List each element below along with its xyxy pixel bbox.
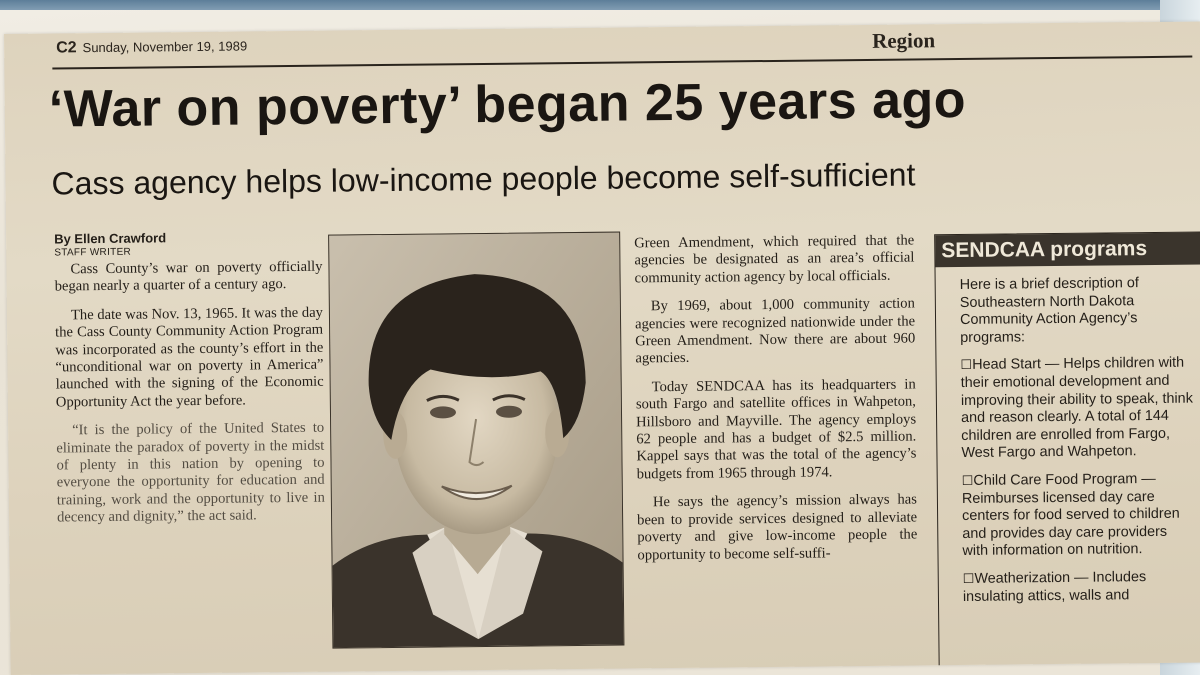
paragraph: “It is the policy of the United States to eliminate the paradox of poverty in the midst of plenty in this nation by opening to everyone the opportunity for education and training, work and the opportunity to live in decency and dignity,” the act said. [56,419,325,526]
page-number: C2 [56,39,77,57]
paragraph: By 1969, about 1,000 community action agencies were recognized nationwide under the Green Amendment. Now there are about 960 agencies. [634,295,916,367]
subheadline: Cass agency helps low-income people become self-sufficient [51,156,916,202]
portrait-image [329,233,623,648]
program-text: Head Start — Helps children with their emotional development and improving their ability to speak, think and reason clearly. A total of 144 children are enrolled from Fargo, West Fargo and Wahpeton. [960,355,1193,462]
portrait-photo [328,232,624,649]
headline: ‘War on poverty’ began 25 years ago [48,70,967,139]
paragraph: He says the agency’s mission always has been to provide services designed to alleviate poverty and give low-income people the opportunity to become self-suffi- [637,491,918,563]
program-text: Weatherization — Includes insulating attics, walls and [962,568,1147,605]
paragraph: Green Amendment, which required that the agencies be designated as an area’s official community action agency by local officials. [634,232,915,287]
program-text: Child Care Food Program — Reimburses licensed day care centers for food served to children and provides day care providers with information on nutrition. [961,470,1180,560]
sidebar-intro: Here is a brief description of Southeastern North Dakota Community Action Agency’s programs: [959,275,1139,346]
folio-rule [52,56,1192,70]
byline-author: By Ellen Crawford [54,230,167,247]
article-column-2 [634,232,918,575]
publication-date: Sunday, November 19, 1989 [82,38,248,56]
checkbox-bullet-icon: ☐ [962,571,975,587]
paragraph: The date was Nov. 13, 1965. It was the day the Cass County Community Action Program was incorporated as the county’s effort in the “unconditional war on poverty in America” launched with the signing of the Economic Opportunity Act the year before. [55,304,324,411]
program-item [960,355,1195,463]
sendcaa-programs-sidebar [934,231,1200,675]
section-label: Region [871,28,936,53]
paragraph: Today SENDCAA has its headquarters in south Fargo and satellite offices in Wahpeton, Hillsboro and Mayville. The agency employs 62 people and has a budget of $2.5 million. Kappel says that was the total of the agency’s budgets from 1965 through 1974. [635,376,917,483]
checkbox-bullet-icon: ☐ [961,473,974,489]
article-column-1 [54,229,325,538]
sidebar-body [935,264,1200,606]
program-item [963,568,1197,606]
sidebar-title: SENDCAA programs [935,232,1200,267]
paragraph: Cass County’s war on poverty officially began nearly a quarter of a century ago. [54,258,323,295]
newspaper-clipping [4,21,1200,674]
folio-line [56,37,247,57]
byline-role: STAFF WRITER [54,246,132,259]
checkbox-bullet-icon: ☐ [960,358,973,374]
program-item [962,470,1197,560]
